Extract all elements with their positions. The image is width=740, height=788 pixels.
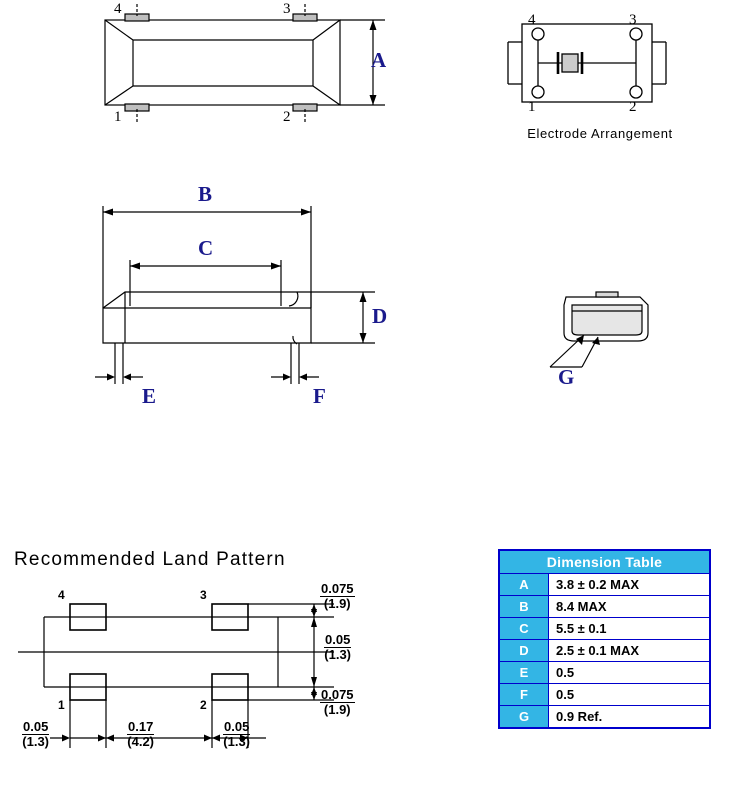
dimension-symbol-b: B (499, 596, 549, 618)
electrode-pin-1: 1 (528, 99, 536, 115)
land-dim-bottom-left-metric: (1.3) (22, 733, 50, 749)
table-row (499, 662, 710, 684)
dimension-symbol-d: D (499, 640, 549, 662)
land-dim-right-top-metric: (1.9) (323, 595, 351, 611)
dimension-symbol-c: C (499, 618, 549, 640)
electrode-pin-2: 2 (629, 99, 637, 115)
electrode-arrangement-drawing (500, 8, 720, 148)
top-view-svg (85, 0, 445, 140)
land-dim-right-middle-metric: (1.3) (324, 646, 352, 662)
land-dim-right-middle (324, 633, 351, 661)
electrode-arrangement-caption: Electrode Arrangement (527, 126, 673, 141)
table-row (499, 640, 710, 662)
land-pad-3: 3 (200, 588, 207, 602)
dimension-value-e: 0.5 (549, 662, 711, 684)
land-dim-bottom-left-value: 0.05 (23, 719, 49, 734)
land-pad-4: 4 (58, 588, 65, 602)
dimension-label-b: B (198, 182, 213, 206)
land-dim-right-bottom-value: 0.075 (321, 687, 354, 702)
land-pad-2: 2 (200, 698, 207, 712)
dimension-label-f: F (313, 384, 326, 408)
dimension-value-g: 0.9 Ref. (549, 706, 711, 729)
land-pattern-title: Recommended Land Pattern (14, 549, 286, 570)
land-dim-bottom-center-metric: (4.2) (127, 733, 155, 749)
land-pad-1: 1 (58, 698, 65, 712)
electrode-pin-4: 4 (528, 12, 536, 28)
dimension-value-d: 2.5 ± 0.1 MAX (549, 640, 711, 662)
dimension-value-c: 5.5 ± 0.1 (549, 618, 711, 640)
land-pattern-svg (14, 580, 484, 780)
dimension-label-a: A (371, 48, 387, 72)
dimension-symbol-f: F (499, 684, 549, 706)
dimension-symbol-e: E (499, 662, 549, 684)
dimension-label-d: D (372, 304, 388, 328)
table-row (499, 684, 710, 706)
land-dim-bottom-center (127, 720, 154, 748)
isometric-detail-drawing (520, 275, 720, 420)
land-dim-right-top (320, 582, 355, 610)
land-dim-bottom-center-value: 0.17 (128, 719, 154, 734)
top-view-pin-1: 1 (114, 109, 122, 125)
dimension-label-e: E (142, 384, 157, 408)
table-row (499, 706, 710, 729)
land-pattern-drawing (14, 580, 484, 780)
land-dim-right-bottom-metric: (1.9) (323, 701, 351, 717)
dimension-label-g: G (558, 365, 575, 389)
top-view-drawing (85, 0, 445, 140)
dimension-symbol-g: G (499, 706, 549, 729)
dimension-value-f: 0.5 (549, 684, 711, 706)
top-view-pin-2: 2 (283, 109, 291, 125)
table-row (499, 574, 710, 596)
dimension-symbol-a: A (499, 574, 549, 596)
isometric-detail-svg (520, 275, 720, 420)
land-dim-bottom-right-metric: (1.3) (223, 733, 251, 749)
land-dim-bottom-right-value: 0.05 (224, 719, 250, 734)
table-row (499, 618, 710, 640)
dimension-value-a: 3.8 ± 0.2 MAX (549, 574, 711, 596)
land-dim-right-middle-value: 0.05 (325, 632, 351, 647)
dimension-table (498, 549, 711, 729)
land-dim-right-top-value: 0.075 (321, 581, 354, 596)
land-dim-right-bottom (320, 688, 355, 716)
table-row (499, 596, 710, 618)
dimension-table-header-row (499, 550, 710, 574)
top-view-pin-3: 3 (283, 1, 291, 17)
land-dim-bottom-left (22, 720, 49, 748)
dimension-value-b: 8.4 MAX (549, 596, 711, 618)
electrode-pin-3: 3 (629, 12, 637, 28)
top-view-pin-4: 4 (114, 1, 122, 17)
dimension-label-c: C (198, 236, 214, 260)
dimension-table-title: Dimension Table (499, 550, 710, 574)
land-dim-bottom-right (223, 720, 250, 748)
side-view-drawing (85, 182, 465, 418)
